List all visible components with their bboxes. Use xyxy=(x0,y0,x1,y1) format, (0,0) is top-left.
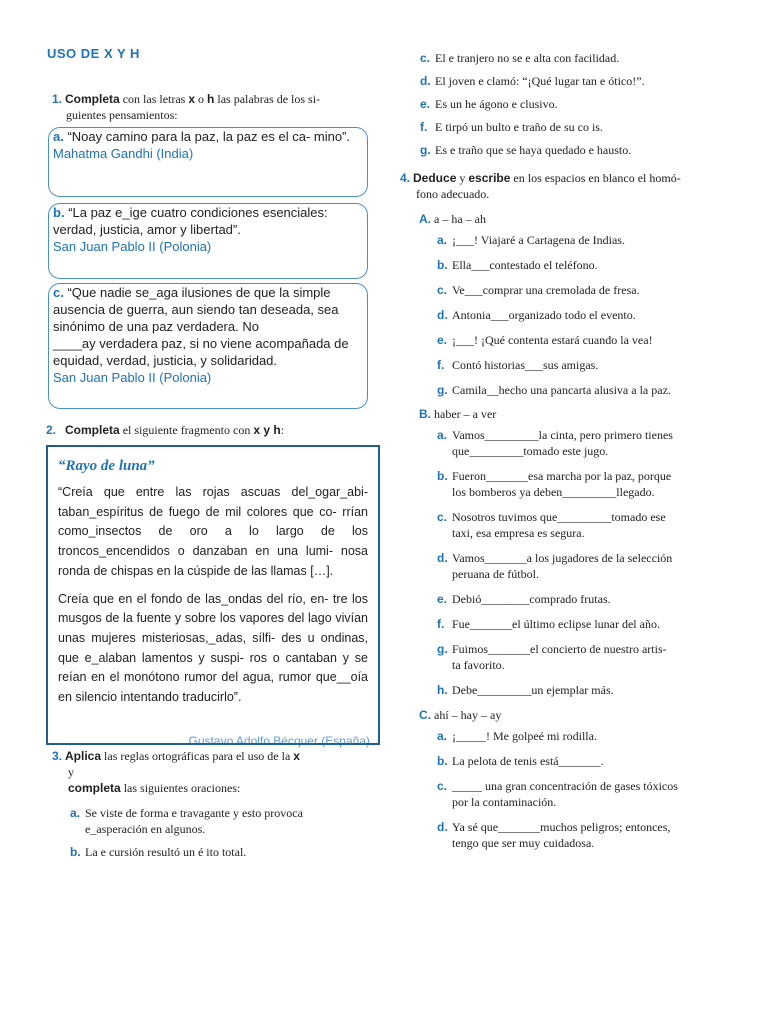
group-c-item-c: c. _____ una gran concentración de gases tóxicos por la contaminación. xyxy=(437,779,678,809)
group-b-heading: B. haber – a ver xyxy=(419,407,497,421)
group-b-item-c: c. Nosotros tuvimos que_________tomado ese taxi, esa empresa es segura. xyxy=(437,510,666,540)
rayo-de-luna-box xyxy=(46,445,380,748)
quote-paragraph-1: “Creía que entre las rojas ascuas del_ogar_abi- taban_espíritus de fuego de mil colores que co- rrían como_insectos de oro a lo largo de los troncos_encendidos o danzaban en una lumi- nosa ronda de chispas en la cúspide de las llamas […]. xyxy=(58,485,368,578)
group-a-item-a: a. ¡___! Viajaré a Cartagena de Indias. xyxy=(437,233,625,247)
quote-box-a xyxy=(48,127,368,197)
quote-box-c xyxy=(48,283,368,409)
ex3-item-c: c. El e tranjero no se e alta con facilidad. xyxy=(420,51,620,65)
group-b-item-e: e. Debió________comprado frutas. xyxy=(437,592,611,606)
group-c-item-b: b. La pelota de tenis está_______. xyxy=(437,754,604,768)
exercise-1-instruction: 1. Completa con las letras x o h las palabras de los si- guientes pensamientos: xyxy=(52,92,321,122)
exercise-1-verb: Completa xyxy=(65,92,120,106)
group-c-item-a: a. ¡_____! Me golpeé mi rodilla. xyxy=(437,729,597,743)
group-a-heading: A. a – ha – ah xyxy=(419,212,486,226)
quote-box-b xyxy=(48,203,368,279)
exercise-1-number: 1. xyxy=(52,92,63,106)
exercise-4-instruction: 4. Deduce y escribe en los espacios en blanco el homó- fono adecuado. xyxy=(400,171,681,201)
group-b-item-b: b. Fueron_______esa marcha por la paz, porque los bomberos ya deben_________llegado. xyxy=(437,469,672,499)
group-a-item-f: f. Contó historias___sus amigas. xyxy=(437,358,599,372)
quote-title: “Rayo de luna” xyxy=(58,458,155,474)
ex3-item-f: f. E tirpó un bulto e traño de su co is. xyxy=(420,120,603,134)
ex3-item-b: b. La e cursión resultó un é ito total. xyxy=(70,845,247,859)
group-a-item-d: d. Antonia___organizado todo el evento. xyxy=(437,308,636,322)
quote-c-author: San Juan Pablo II (Polonia) xyxy=(53,370,212,385)
ex3-item-a: a. Se viste de forma e travagante y esto provoca e_asperación en algunos. xyxy=(70,806,303,836)
exercise-3-instruction: 3. Aplica las reglas ortográficas para el uso de la x y completa las siguientes oraciones: xyxy=(52,749,300,795)
group-a-item-b: b. Ella___contestado el teléfono. xyxy=(437,258,598,272)
ex3-item-g: g. Es e traño que se haya quedado e hausto. xyxy=(420,143,632,157)
exercise-2-instruction: 2. Completa el siguiente fragmento con x y h: xyxy=(46,423,285,437)
page-title: USO DE X Y H xyxy=(47,46,140,61)
group-a-item-g: g. Camila__hecho una pancarta alusiva a la paz. xyxy=(437,383,671,397)
quote-author: Gustavo Adolfo Bécquer (España) xyxy=(188,734,370,748)
quote-c-text: c. “Que nadie se_aga ilusiones de que la simple ausencia de guerra, aun siendo tan deseada, sea sinónimo de una paz verdadera. No ____ay verdadera paz, si no viene acompañada de equidad, verdad, justicia, y solidaridad. xyxy=(53,285,349,368)
group-b-item-a: a. Vamos_________la cinta, pero primero tienes que_________tomado este jugo. xyxy=(437,428,673,458)
group-c-heading: C. ahí – hay – ay xyxy=(419,708,502,722)
group-c-item-d: d. Ya sé que_______muchos peligros; entonces, tengo que ser muy cuidadosa. xyxy=(437,820,671,850)
quote-b-author: San Juan Pablo II (Polonia) xyxy=(53,239,212,254)
group-b-item-h: h. Debe_________un ejemplar más. xyxy=(437,683,614,697)
quote-a-author: Mahatma Gandhi (India) xyxy=(53,146,194,161)
group-a-item-e: e. ¡___! ¡Qué contenta estará cuando la vea! xyxy=(437,333,653,347)
quote-a-text: a. “Noay camino para la paz, la paz es el ca- mino”. xyxy=(53,129,350,144)
quote-paragraph-2: Creía que en el fondo de las_ondas del río, en- tre los musgos de la fuente y sobre los vapores del lago vivían unas mujeres misteriosas,_adas, sílfi- des u ondinas, que e_alaban lamentos y suspi- ros o cantaban y se reían en el monótono rumor del agua, rumor que__oía en silencio intentando traducirlo”. xyxy=(58,591,368,705)
group-a-item-c: c. Ve___comprar una cremolada de fresa. xyxy=(437,283,640,297)
group-b-item-g: g. Fuimos_______el concierto de nuestro artis- ta favorito. xyxy=(437,642,667,672)
ex3-item-e: e. Es un he ágono e clusivo. xyxy=(420,97,558,111)
group-b-item-f: f. Fue_______el último eclipse lunar del año. xyxy=(437,617,660,631)
group-b-item-d: d. Vamos_______a los jugadores de la selección peruana de fútbol. xyxy=(437,551,673,581)
quote-b-text: b. “La paz e_ige cuatro condiciones esenciales: verdad, justicia, amor y libertad”. xyxy=(53,205,328,237)
ex3-item-d: d. El joven e clamó: “¡Qué lugar tan e ótico!”. xyxy=(420,74,645,88)
